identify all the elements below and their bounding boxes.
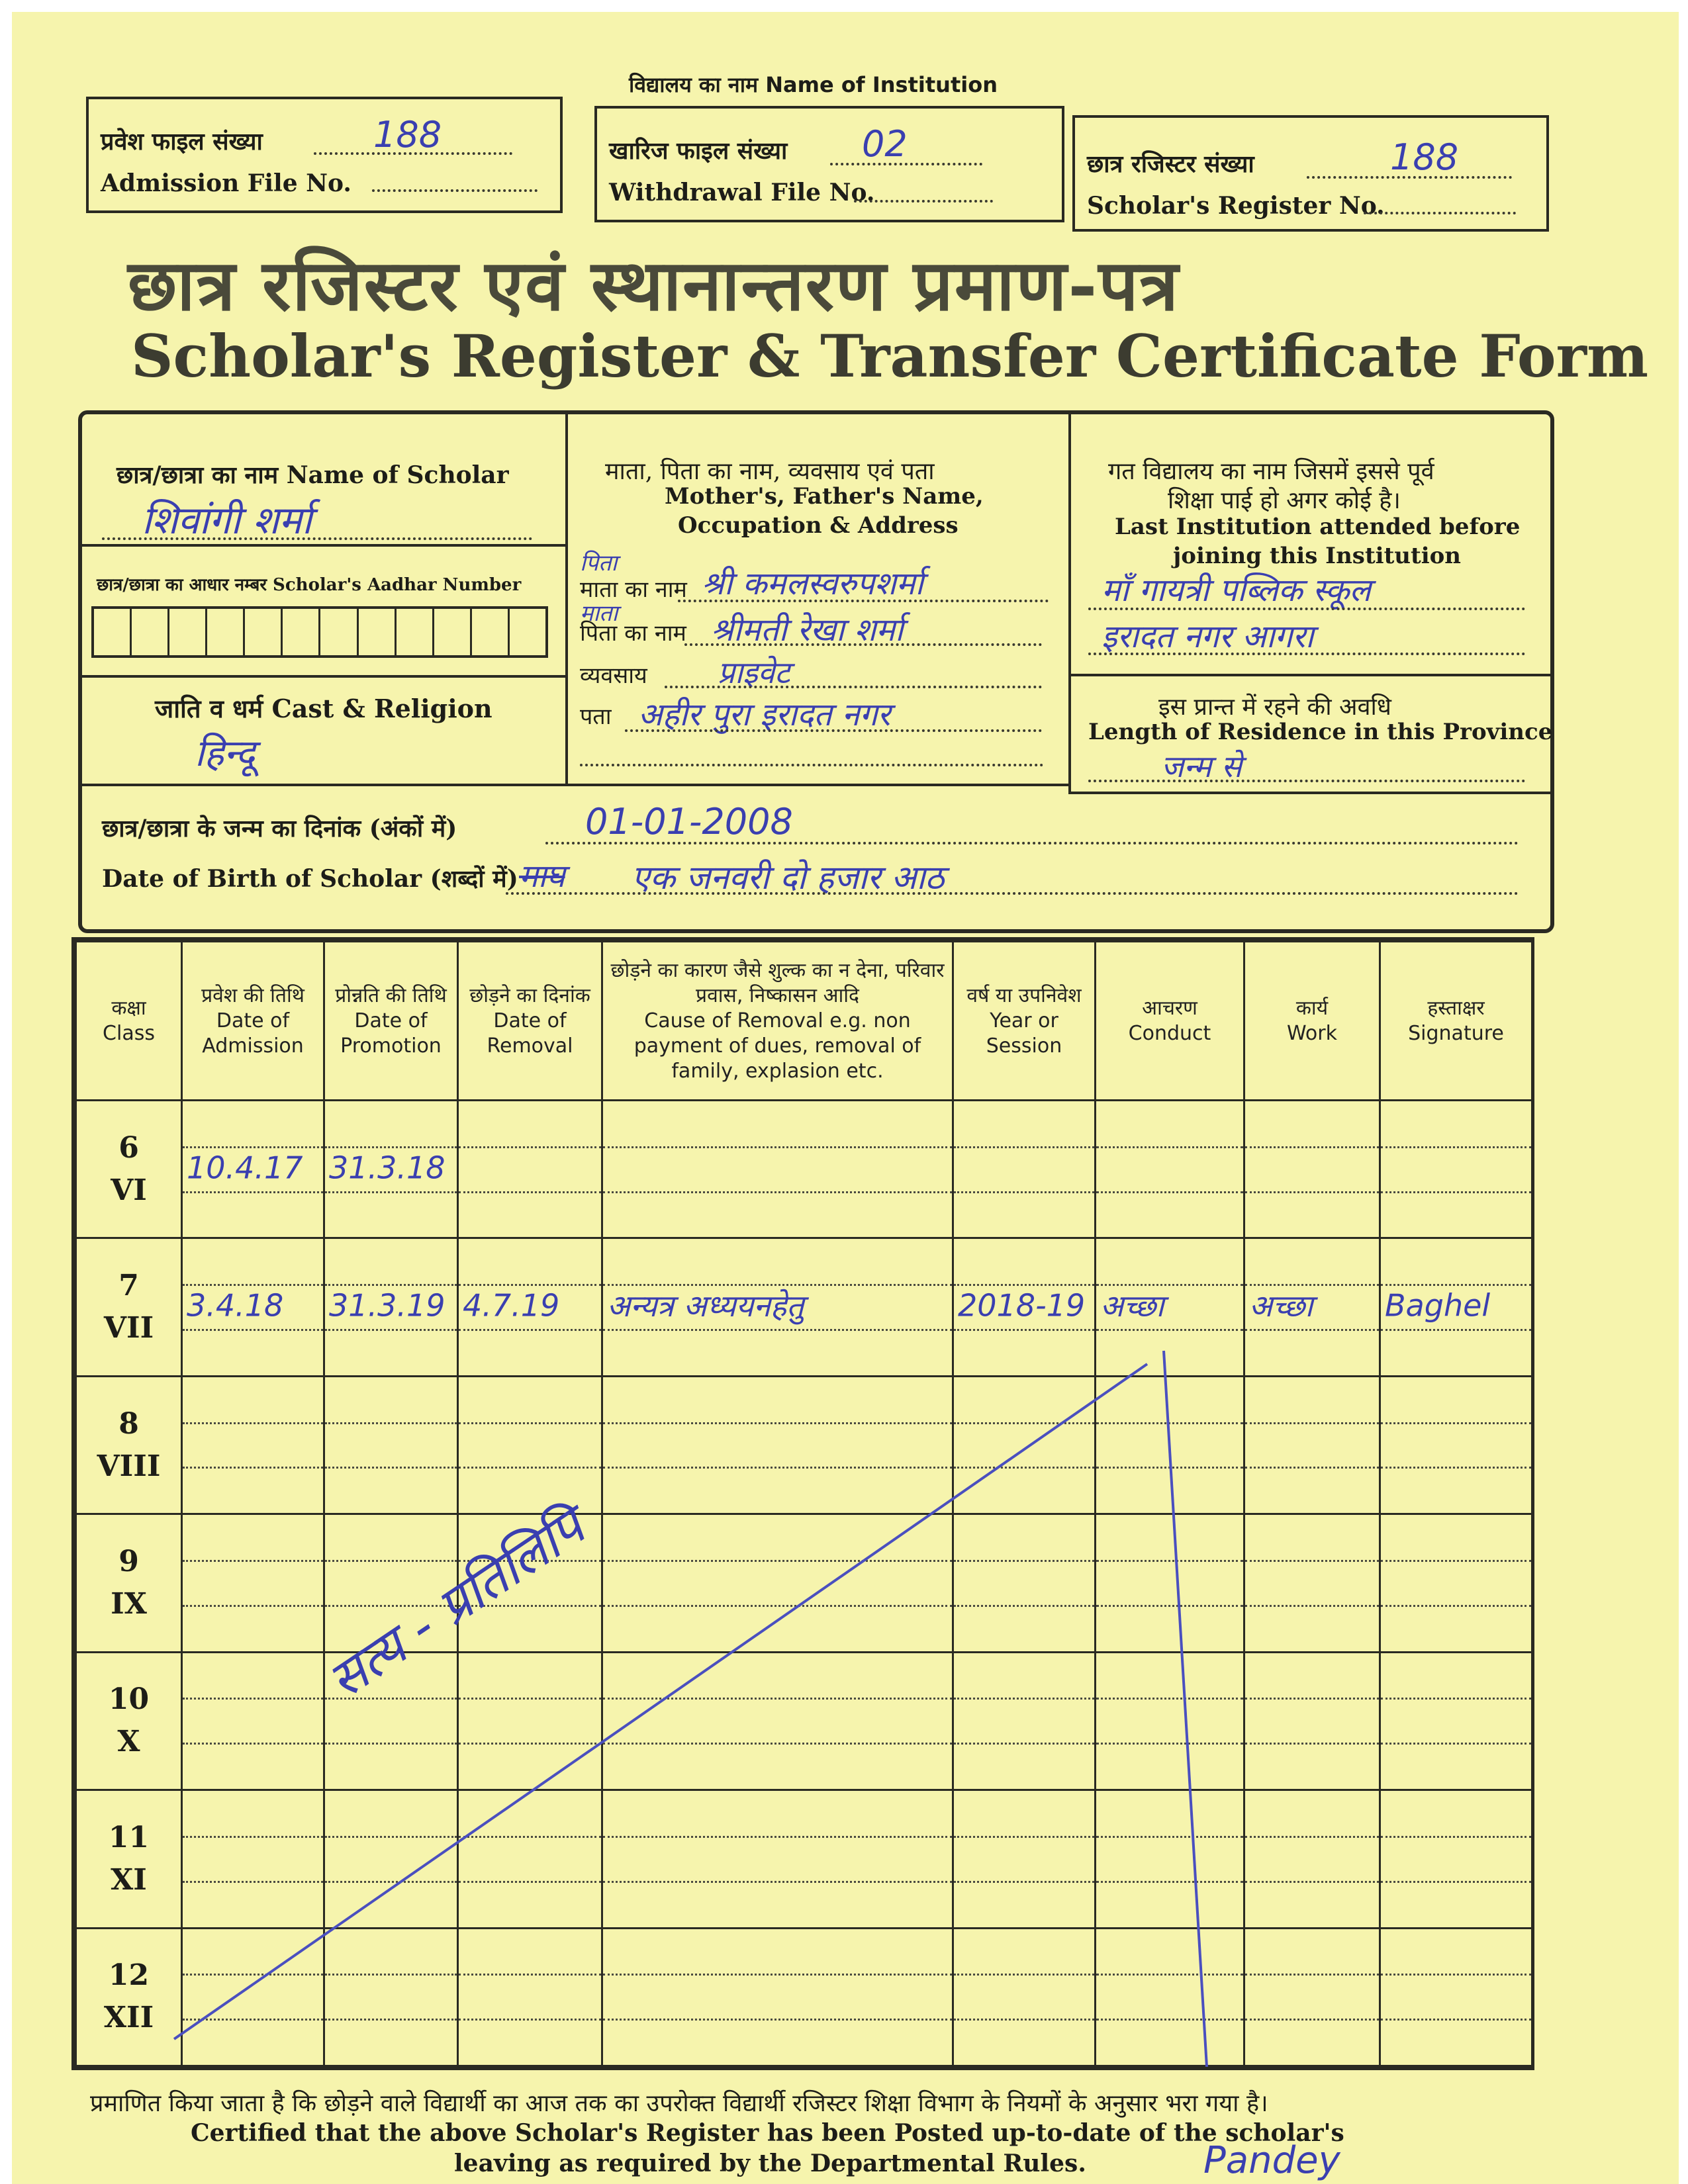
scholar-details-box: [78, 410, 1554, 933]
attestation-text: सत्य - प्रतिलिपि: [317, 1497, 595, 1711]
parents-heading-hi: माता, पिता का नाम, व्यवसाय एवं पता: [605, 458, 935, 485]
class-number: 12: [108, 1958, 150, 1993]
scholar-register-value: 188: [1390, 136, 1459, 178]
certification-english-2: leaving as required by the Departmental Rules.: [454, 2150, 1086, 2177]
caste-value: हिन्दू: [195, 732, 256, 775]
mother-label: पिता का नाम: [580, 620, 686, 647]
certificate-page: [12, 12, 1679, 2184]
col-date-removal: छोड़ने का दिनांक Date of Removal: [458, 942, 602, 1101]
title-english: Scholar's Register & Transfer Certificate Form: [131, 322, 1649, 390]
class-roman: X: [117, 1725, 140, 1759]
father-prefix: पिता: [580, 550, 618, 576]
col-cause-removal: छोड़ने का कारण जैसे शुल्क का न देना, परिवार प्रवास, निष्कासन आदि Cause of Removal e.g. non payment of dues, removal of family, explasion etc.: [602, 942, 953, 1101]
father-label: माता का नाम: [580, 576, 687, 603]
col-session: वर्ष या उपनिवेश Year or Session: [953, 942, 1096, 1101]
class-number: 8: [118, 1406, 139, 1441]
class-number: 7: [118, 1269, 139, 1303]
dob-words-value: एक जनवरी दो हजार आठ: [632, 858, 945, 897]
aadhar-boxes[interactable]: [91, 606, 548, 658]
residence-label-hi: इस प्रान्त में रहने की अवधि: [1158, 694, 1391, 721]
last-institution-value-1: माँ गायत्री पब्लिक स्कूल: [1102, 572, 1371, 609]
class-number: 10: [108, 1682, 150, 1717]
class-roman: XII: [103, 2001, 154, 2035]
withdrawal-file-box: [594, 106, 1064, 222]
certification-hindi: प्रमाणित किया जाता है कि छोड़ने वाले विद्यार्थी का आज तक का उपरोक्त विद्यार्थी रजिस्टर शिक्षा विभाग के नियमों के अनुसार भरा गया है।: [90, 2090, 1268, 2117]
col-signature: हस्ताक्षर Signature: [1380, 942, 1532, 1101]
withdrawal-file-label-hi: खारिज फाइल संख्या: [609, 137, 788, 165]
register-table: [71, 937, 1534, 2070]
class-roman: VI: [111, 1173, 147, 1207]
col-class: कक्षा Class: [76, 942, 182, 1101]
class-roman: VIII: [97, 1449, 161, 1483]
work-value: अच्छा: [1249, 1288, 1313, 1324]
promotion-date-value: 31.3.19: [329, 1287, 445, 1324]
caste-label: जाति व धर्म Cast & Religion: [155, 694, 492, 723]
scholar-register-label-hi: छात्र रजिस्टर संख्या: [1087, 150, 1254, 178]
session-value: 2018-19: [958, 1287, 1086, 1324]
occupation-value: प्राइवेट: [718, 655, 790, 690]
class-number: 6: [118, 1130, 139, 1165]
promotion-date-value: 31.3.18: [329, 1150, 445, 1186]
father-value: श्री कमलस्वरुपशर्मा: [702, 565, 923, 602]
certification-signature: Pandey: [1203, 2139, 1340, 2182]
dob-figures-label: छात्र/छात्रा के जन्म का दिनांक (अंकों में): [102, 815, 457, 842]
attestation-strike: [75, 940, 1531, 2067]
last-institution-value-2: इरादत नगर आगरा: [1102, 618, 1314, 655]
institution-name-label: विद्यालय का नाम Name of Institution: [629, 72, 998, 97]
address-label: पता: [580, 704, 612, 730]
class-roman: IX: [111, 1586, 147, 1621]
class-number: 9: [118, 1544, 139, 1578]
admission-date-value: 10.4.17: [187, 1150, 303, 1186]
removal-cause-value: अन्यत्र अध्ययनहेतु: [607, 1288, 804, 1324]
class-roman: XI: [111, 1862, 147, 1897]
last-institution-heading-en-1: Last Institution attended before: [1115, 514, 1521, 540]
col-date-promotion: प्रोन्नति की तिथि Date of Promotion: [324, 942, 458, 1101]
withdrawal-file-label-en: Withdrawal File No.: [609, 179, 875, 206]
dob-words-struck: माघ: [519, 858, 565, 895]
mother-prefix: माता: [580, 600, 618, 627]
admission-file-box: [86, 97, 563, 213]
dob-figures-value: 01-01-2008: [585, 801, 793, 842]
certification-english-1: Certified that the above Scholar's Register has been Posted up-to-date of the scholar's: [191, 2119, 1344, 2147]
signature-value: Baghel: [1385, 1287, 1491, 1324]
residence-value: जन्म से: [1161, 749, 1242, 784]
aadhar-label: छात्र/छात्रा का आधार नम्बर Scholar's Aadhar Number: [97, 575, 522, 595]
last-institution-heading-hi-1: गत विद्यालय का नाम जिसमें इससे पूर्व: [1108, 458, 1434, 485]
dob-words-label: Date of Birth of Scholar (शब्दों में): [102, 865, 518, 893]
residence-label-en: Length of Residence in this Province: [1088, 719, 1553, 745]
title-hindi: छात्र रजिस्टर एवं स्थानान्तरण प्रमाण-पत्र: [128, 244, 1180, 326]
scholar-register-box: [1072, 115, 1549, 232]
class-number: 11: [108, 1820, 150, 1854]
mother-value: श्रीमती रेखा शर्मा: [711, 612, 904, 649]
last-institution-heading-hi-2: शिक्षा पाई हो अगर कोई है।: [1168, 487, 1401, 514]
parents-heading-en-1: Mother's, Father's Name,: [665, 483, 984, 510]
scholar-register-label-en: Scholar's Register No.: [1087, 192, 1385, 220]
col-work: कार्य Work: [1244, 942, 1380, 1101]
class-roman: VII: [103, 1311, 154, 1345]
col-conduct: आचरण Conduct: [1096, 942, 1244, 1101]
admission-file-label-en: Admission File No.: [101, 169, 352, 197]
last-institution-heading-en-2: joining this Institution: [1173, 543, 1462, 569]
attestation-vertical-line: [1164, 1351, 1207, 2067]
parents-heading-en-2: Occupation & Address: [678, 512, 959, 539]
col-date-admission: प्रवेश की तिथि Date of Admission: [182, 942, 324, 1101]
admission-file-label-hi: प्रवेश फाइल संख्या: [101, 128, 263, 156]
removal-date-value: 4.7.19: [463, 1287, 560, 1324]
conduct-value: अच्छा: [1100, 1288, 1164, 1324]
scholar-name-value: शिवांगी शर्मा: [142, 498, 312, 543]
scholar-name-label: छात्र/छात्रा का नाम Name of Scholar: [117, 461, 509, 489]
address-value: अहीर पुरा इरादत नगर: [638, 696, 891, 733]
admission-date-value: 3.4.18: [187, 1287, 284, 1324]
attestation-diagonal-line: [174, 1364, 1147, 2039]
withdrawal-file-value: 02: [862, 123, 908, 165]
admission-file-value: 188: [373, 114, 442, 156]
occupation-label: व्यवसाय: [580, 662, 647, 689]
